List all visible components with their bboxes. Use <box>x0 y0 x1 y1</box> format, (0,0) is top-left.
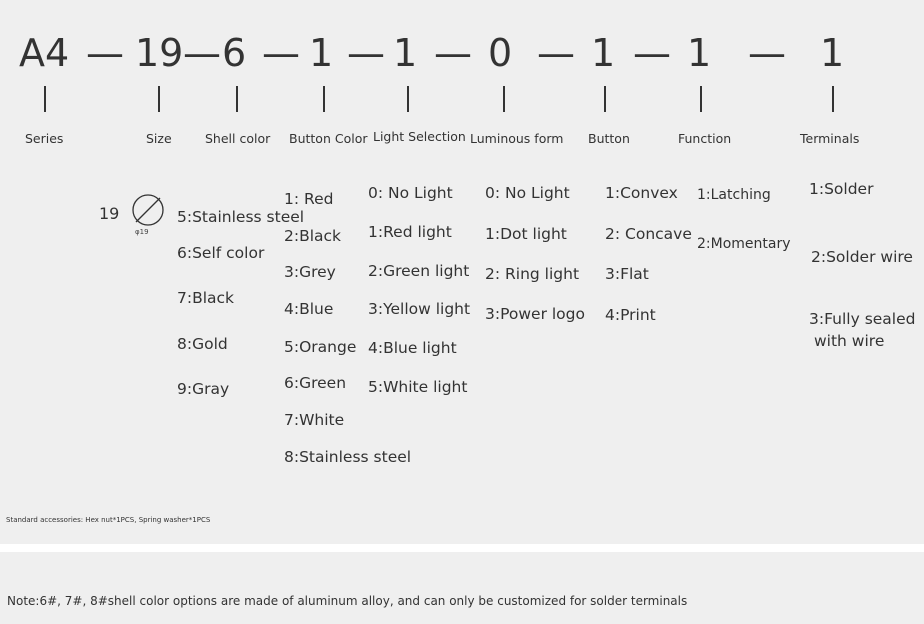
standard-accessories: Standard accessories: Hex nut*1PCS, Spring washer*1PCS <box>6 516 211 524</box>
connector-tick <box>44 86 46 112</box>
code-terminals: 1 <box>820 31 845 75</box>
terminals-option: with wire <box>814 332 885 350</box>
code-light-selection: 1 <box>393 31 418 75</box>
shell-color-option: 6:Self color <box>177 244 265 262</box>
header-terminals: Terminals <box>800 131 860 146</box>
button-option: 4:Print <box>605 306 656 324</box>
terminals-option: 1:Solder <box>809 180 874 198</box>
code-button: 1 <box>591 31 616 75</box>
code-button-color: 1 <box>309 31 334 75</box>
note-text: Note:6#, 7#, 8#shell color options are made of aluminum alloy, and can only be customized for solder terminals <box>7 594 688 608</box>
code-dash: — <box>86 31 124 75</box>
light-selection-option: 5:White light <box>368 378 468 396</box>
code-function: 1 <box>687 31 712 75</box>
button-color-option: 7:White <box>284 411 345 429</box>
code-dash: — <box>434 31 472 75</box>
header-luminous-form: Luminous form <box>470 131 564 146</box>
header-button: Button <box>588 131 630 146</box>
connector-tick <box>832 86 834 112</box>
connector-tick <box>236 86 238 112</box>
light-selection-option: 2:Green light <box>368 262 470 280</box>
size-value: 19 <box>99 204 120 223</box>
button-color-option: 8:Stainless steel <box>284 448 412 466</box>
light-selection-option: 3:Yellow light <box>368 300 471 318</box>
button-option: 2: Concave <box>605 225 692 243</box>
code-dash: — <box>183 31 221 75</box>
luminous-form-option: 1:Dot light <box>485 225 567 243</box>
button-option: 3:Flat <box>605 265 649 283</box>
diameter-circle-icon <box>130 192 166 228</box>
header-size: Size <box>146 131 172 146</box>
header-function: Function <box>678 131 732 146</box>
shell-color-option: 7:Black <box>177 289 235 307</box>
connector-tick <box>604 86 606 112</box>
code-dash: — <box>347 31 385 75</box>
code-dash: — <box>262 31 300 75</box>
light-selection-option: 0: No Light <box>368 184 453 202</box>
note-panel <box>0 552 924 624</box>
connector-tick <box>158 86 160 112</box>
button-color-option: 5:Orange <box>284 338 357 356</box>
code-shell-color: 6 <box>222 31 247 75</box>
header-light-selection: Light Selection <box>373 129 466 144</box>
connector-tick <box>323 86 325 112</box>
button-option: 1:Convex <box>605 184 678 202</box>
button-color-option: 4:Blue <box>284 300 334 318</box>
connector-tick <box>700 86 702 112</box>
header-shell-color: Shell color <box>205 131 271 146</box>
connector-tick <box>503 86 505 112</box>
luminous-form-option: 3:Power logo <box>485 305 585 323</box>
luminous-form-option: 2: Ring light <box>485 265 580 283</box>
button-color-option: 1: Red <box>284 190 334 208</box>
header-series: Series <box>25 131 64 146</box>
shell-color-option: 8:Gold <box>177 335 228 353</box>
connector-tick <box>407 86 409 112</box>
button-color-option: 6:Green <box>284 374 347 392</box>
function-option: 2:Momentary <box>697 236 791 252</box>
terminals-option: 3:Fully sealed <box>809 310 916 328</box>
code-dash: — <box>748 31 786 75</box>
button-color-option: 3:Grey <box>284 263 336 281</box>
button-color-option: 2:Black <box>284 227 342 245</box>
code-size: 19 <box>135 31 184 75</box>
code-dash: — <box>633 31 671 75</box>
code-dash: — <box>537 31 575 75</box>
function-option: 1:Latching <box>697 187 771 203</box>
code-series: A4 <box>19 31 70 75</box>
terminals-option: 2:Solder wire <box>811 248 913 266</box>
luminous-form-option: 0: No Light <box>485 184 570 202</box>
light-selection-option: 4:Blue light <box>368 339 457 357</box>
diameter-label: φ19 <box>135 228 149 236</box>
shell-color-option: 9:Gray <box>177 380 230 398</box>
code-luminous-form: 0 <box>488 31 513 75</box>
header-button-color: Button Color <box>289 131 368 146</box>
shell-color-option: 5:Stainless steel <box>177 208 305 226</box>
light-selection-option: 1:Red light <box>368 223 452 241</box>
